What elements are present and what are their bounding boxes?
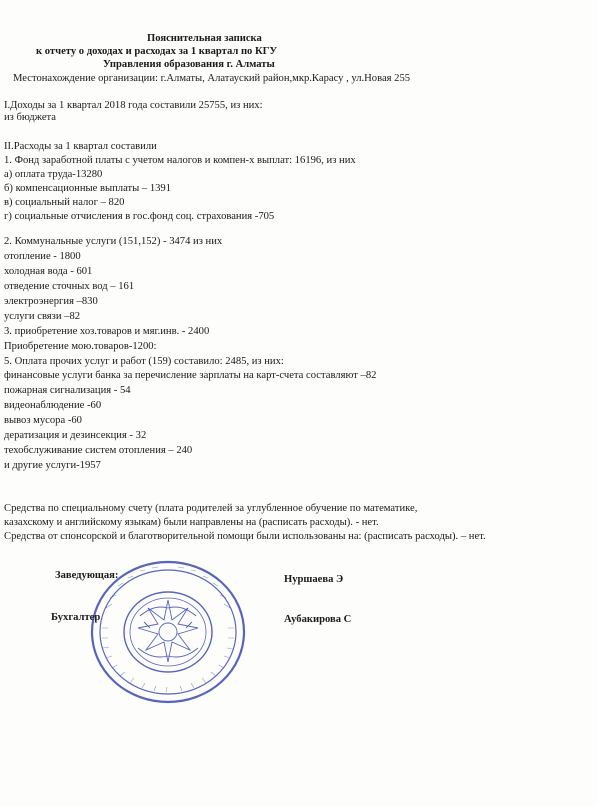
salary-fund-title: 1. Фонд заработной платы с учетом налогов и компен-х выплат: 16196, из них — [4, 155, 356, 166]
document-organization: Управления образования г. Алматы — [103, 59, 275, 70]
document-title: Пояснительная записка — [147, 33, 262, 44]
utilities-item: отведение сточных вод – 161 — [4, 281, 135, 292]
other-services-item: видеонаблюдение -60 — [4, 400, 102, 411]
document-subtitle: к отчету о доходах и расходах за 1 квартал по КГУ — [36, 46, 278, 57]
other-services-item: финансовые услуги банка за перечисление зарплаты на карт-счета составляют –82 — [4, 370, 377, 381]
utilities-title: 2. Коммунальные услуги (151,152) - 3474 из них — [4, 236, 223, 247]
head-name: Нуршаева Э — [284, 574, 344, 585]
other-services-item: вывоз мусора -60 — [4, 415, 82, 426]
other-services-item: и другие услуги-1957 — [4, 460, 101, 471]
head-label: Заведующая: — [55, 570, 119, 581]
other-services-item: дератизация и дезинсекция - 32 — [4, 430, 147, 441]
salary-item: г) социальные отчисления в гос.фонд соц. страхования -705 — [4, 211, 275, 222]
organization-location: Местонахождение организации: г.Алматы, Алатауский район,мкр.Карасу , ул.Новая 255 — [13, 73, 411, 84]
income-line: I.Доходы за 1 квартал 2018 года составили 25755, из них: — [4, 100, 263, 111]
income-source: из бюджета — [4, 112, 57, 123]
other-services-item: техобслуживание систем отопления – 240 — [4, 445, 193, 456]
salary-item: а) оплата труда-13280 — [4, 169, 103, 180]
special-account-line: Средства по специальному счету (плата родителей за углубленное обучение по математике, — [4, 503, 418, 514]
expenses-heading: II.Расходы за 1 квартал составили — [4, 141, 157, 152]
accountant-label: Бухгалтер — [51, 612, 101, 623]
other-services-title: 5. Оплата прочих услуг и работ (159) составило: 2485, из них: — [4, 356, 284, 367]
purchases-line: Приобретение мою.товаров-1200: — [4, 341, 157, 352]
purchases-line: 3. приобретение хоз.товаров и мяг.инв. - 2400 — [4, 326, 210, 337]
utilities-item: услуги связи –82 — [4, 311, 81, 322]
other-services-item: пожарная сигнализация - 54 — [4, 385, 131, 396]
sponsorship-line: Средства от спонсорской и благотворительной помощи были использованы на: (расписать расходы). – нет. — [4, 531, 486, 542]
utilities-item: отопление - 1800 — [4, 251, 81, 262]
salary-item: в) социальный налог – 820 — [4, 197, 125, 208]
utilities-item: электроэнергия –830 — [4, 296, 98, 307]
accountant-name: Аубакирова С — [284, 614, 352, 625]
salary-item: б) компенсационные выплаты – 1391 — [4, 183, 172, 194]
special-account-line: казахскому и английскому языкам) были направлены на (расписать расходы). - нет. — [4, 517, 379, 528]
utilities-item: холодная вода - 601 — [4, 266, 93, 277]
